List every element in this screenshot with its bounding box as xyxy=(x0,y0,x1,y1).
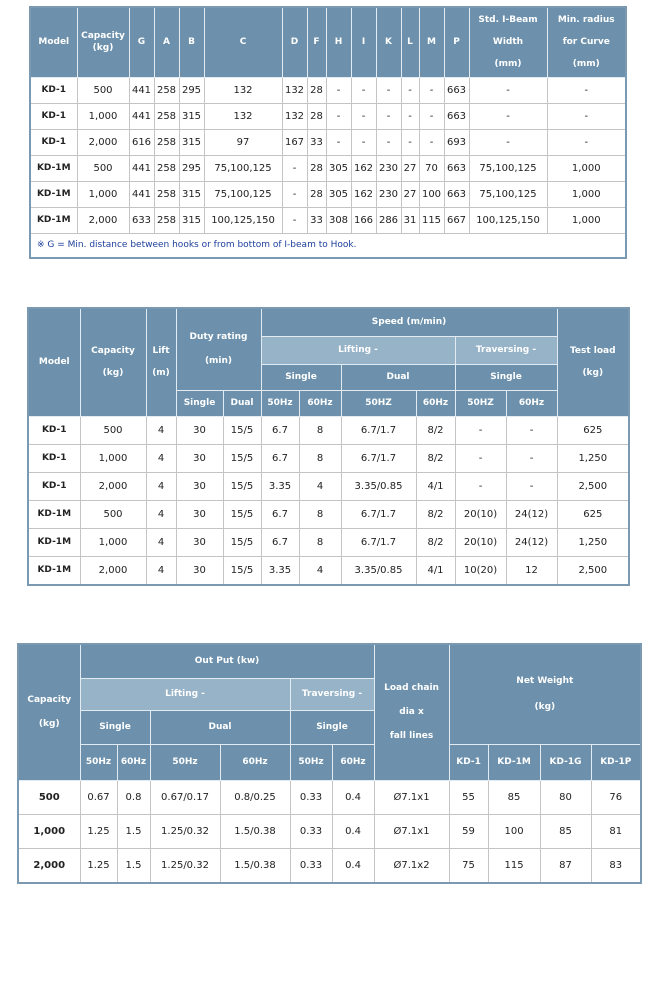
table-cell: 4 xyxy=(299,472,341,500)
table-cell: - xyxy=(506,416,557,444)
table-cell: - xyxy=(282,181,307,207)
table-cell: - xyxy=(469,103,547,129)
table-cell: 286 xyxy=(376,207,401,233)
table-cell: 441 xyxy=(129,77,154,103)
table-cell: 0.67/0.17 xyxy=(150,780,220,814)
table-cell: 0.33 xyxy=(290,780,332,814)
header-traversing: Traversing - xyxy=(290,678,374,710)
header-cell: G xyxy=(129,7,154,77)
header-output: Out Put (kw) xyxy=(80,644,374,678)
table-cell: - xyxy=(455,444,506,472)
table-cell: 75,100,125 xyxy=(469,155,547,181)
table-cell: - xyxy=(376,103,401,129)
table-cell: 55 xyxy=(449,780,488,814)
table-cell: 2,000 xyxy=(77,207,129,233)
table-cell: 27 xyxy=(401,155,419,181)
table-cell: 258 xyxy=(154,77,179,103)
table-cell: 8 xyxy=(299,444,341,472)
table-cell: 663 xyxy=(444,103,469,129)
table-cell: 6.7 xyxy=(261,416,299,444)
row-label-cell: 1,000 xyxy=(18,814,80,848)
table-cell: 85 xyxy=(540,814,591,848)
header-lifting-dual: Dual xyxy=(341,364,455,390)
table-cell: 1,000 xyxy=(547,207,626,233)
table-cell: - xyxy=(351,77,376,103)
row-label-cell: KD-1M xyxy=(28,500,80,528)
table-cell: 30 xyxy=(176,416,223,444)
table-cell: - xyxy=(401,129,419,155)
row-label-cell: KD-1M xyxy=(30,181,77,207)
table-cell: 75 xyxy=(449,848,488,883)
table-cell: 8/2 xyxy=(416,416,455,444)
table-cell: 28 xyxy=(307,77,326,103)
header-traversing-single: Single xyxy=(455,364,557,390)
table-cell: 667 xyxy=(444,207,469,233)
table-cell: 87 xyxy=(540,848,591,883)
table-cell: 305 xyxy=(326,155,351,181)
table-cell: 100,125,150 xyxy=(469,207,547,233)
table-cell: 75,100,125 xyxy=(204,181,282,207)
header-lifting: Lifting - xyxy=(261,336,455,364)
header-model: Model xyxy=(28,308,80,416)
table-cell: 1.25 xyxy=(80,814,117,848)
header-50hz: 50Hz xyxy=(150,744,220,780)
table-cell: 8 xyxy=(299,416,341,444)
table-cell: 8/2 xyxy=(416,528,455,556)
note-row xyxy=(30,233,626,258)
header-cell: L xyxy=(401,7,419,77)
table-cell: 258 xyxy=(154,103,179,129)
table-cell: 15/5 xyxy=(223,556,261,585)
header-50hz: 50HZ xyxy=(455,390,506,416)
table-row xyxy=(30,129,626,155)
header-50hz: 50Hz xyxy=(290,744,332,780)
table-cell: - xyxy=(351,103,376,129)
table-cell: 85 xyxy=(488,780,540,814)
table-row xyxy=(28,472,629,500)
table-cell: - xyxy=(547,77,626,103)
header-duty-rating: Duty rating (min) xyxy=(176,308,261,390)
table-cell: 1,000 xyxy=(77,181,129,207)
table-cell: 97 xyxy=(204,129,282,155)
table-cell: - xyxy=(547,129,626,155)
table-cell: 441 xyxy=(129,103,154,129)
table-cell: 30 xyxy=(176,556,223,585)
table-cell: 162 xyxy=(351,155,376,181)
table-cell: 663 xyxy=(444,77,469,103)
header-kd1p: KD-1P xyxy=(591,744,641,780)
table-cell: 15/5 xyxy=(223,444,261,472)
table-cell: 76 xyxy=(591,780,641,814)
header-cell: H xyxy=(326,7,351,77)
table-row xyxy=(28,444,629,472)
table-cell: - xyxy=(401,103,419,129)
table-cell: 3.35/0.85 xyxy=(341,556,416,585)
header-cell: Model xyxy=(30,7,77,77)
table-cell: 6.7 xyxy=(261,528,299,556)
table-cell: 305 xyxy=(326,181,351,207)
table-cell: 6.7 xyxy=(261,444,299,472)
table-cell: 20(10) xyxy=(455,528,506,556)
row-label-cell: KD-1 xyxy=(28,472,80,500)
row-label-cell: KD-1M xyxy=(28,528,80,556)
table-cell: 500 xyxy=(80,500,146,528)
table-cell: 2,000 xyxy=(80,556,146,585)
table-row xyxy=(18,780,641,814)
table-cell: 75,100,125 xyxy=(204,155,282,181)
table-row xyxy=(18,848,641,883)
header-cell: K xyxy=(376,7,401,77)
header-lift: Lift (m) xyxy=(146,308,176,416)
table-cell: 30 xyxy=(176,472,223,500)
table-cell: 28 xyxy=(307,155,326,181)
table-cell: 115 xyxy=(488,848,540,883)
table-cell: 2,000 xyxy=(80,472,146,500)
output-weight-table xyxy=(17,643,642,884)
table-cell: 0.67 xyxy=(80,780,117,814)
table-row xyxy=(30,77,626,103)
table-cell: 441 xyxy=(129,155,154,181)
table-cell: 167 xyxy=(282,129,307,155)
table-cell: - xyxy=(455,472,506,500)
table-cell: 1,000 xyxy=(547,155,626,181)
table-cell: 15/5 xyxy=(223,472,261,500)
table-cell: - xyxy=(547,103,626,129)
header-lifting-single: Single xyxy=(80,710,150,744)
table-cell: 100 xyxy=(488,814,540,848)
table-cell: 100,125,150 xyxy=(204,207,282,233)
table-cell: 115 xyxy=(419,207,444,233)
row-label-cell: KD-1 xyxy=(30,77,77,103)
row-label-cell: KD-1M xyxy=(30,207,77,233)
header-60hz: 60Hz xyxy=(332,744,374,780)
table-cell: 0.8 xyxy=(117,780,150,814)
output-header-row-4 xyxy=(18,744,641,780)
table-cell: 24(12) xyxy=(506,528,557,556)
speed-table xyxy=(27,307,630,586)
table-cell: 3.35 xyxy=(261,556,299,585)
table-cell: - xyxy=(506,472,557,500)
header-60hz: 60Hz xyxy=(117,744,150,780)
header-test-load: Test load (kg) xyxy=(557,308,629,416)
table-cell: 616 xyxy=(129,129,154,155)
table-cell: 28 xyxy=(307,181,326,207)
table-row xyxy=(28,556,629,585)
header-lifting-dual: Dual xyxy=(150,710,290,744)
table-cell: 8/2 xyxy=(416,444,455,472)
table-cell: 2,500 xyxy=(557,472,629,500)
table-cell: 15/5 xyxy=(223,416,261,444)
table-cell: 10(20) xyxy=(455,556,506,585)
header-cell: I xyxy=(351,7,376,77)
table-cell: 663 xyxy=(444,155,469,181)
table-cell: 6.7/1.7 xyxy=(341,500,416,528)
table-cell: 1,250 xyxy=(557,528,629,556)
table-cell: - xyxy=(506,444,557,472)
table-cell: 1.25/0.32 xyxy=(150,848,220,883)
table-cell: 33 xyxy=(307,129,326,155)
table-cell: 28 xyxy=(307,103,326,129)
table-cell: 500 xyxy=(77,155,129,181)
table-cell: 1,000 xyxy=(77,103,129,129)
table-cell: 663 xyxy=(444,181,469,207)
header-cell: C xyxy=(204,7,282,77)
table-cell: 80 xyxy=(540,780,591,814)
table-cell: 0.4 xyxy=(332,814,374,848)
header-duty-single: Single xyxy=(176,390,223,416)
table-cell: 0.4 xyxy=(332,780,374,814)
table-cell: 33 xyxy=(307,207,326,233)
table-cell: Ø7.1x1 xyxy=(374,780,449,814)
table-cell: 1,000 xyxy=(80,444,146,472)
header-60hz: 60Hz xyxy=(416,390,455,416)
table-cell: 12 xyxy=(506,556,557,585)
table-cell: - xyxy=(401,77,419,103)
table-cell: 6.7/1.7 xyxy=(341,416,416,444)
table-cell: 4 xyxy=(146,500,176,528)
table-cell: 258 xyxy=(154,129,179,155)
header-capacity: Capacity (kg) xyxy=(80,308,146,416)
table-cell: 625 xyxy=(557,500,629,528)
table-cell: 230 xyxy=(376,181,401,207)
table-cell: 30 xyxy=(176,444,223,472)
table-cell: 24(12) xyxy=(506,500,557,528)
table-cell: Ø7.1x2 xyxy=(374,848,449,883)
table-cell: 27 xyxy=(401,181,419,207)
table-cell: 30 xyxy=(176,528,223,556)
table-cell: 1.25/0.32 xyxy=(150,814,220,848)
header-60hz: 60Hz xyxy=(299,390,341,416)
header-cell: Capacity (kg) xyxy=(77,7,129,77)
table-cell: - xyxy=(376,77,401,103)
table-cell: 315 xyxy=(179,103,204,129)
table-cell: - xyxy=(469,129,547,155)
table-cell: 2,500 xyxy=(557,556,629,585)
table-cell: 315 xyxy=(179,181,204,207)
table-cell: 70 xyxy=(419,155,444,181)
table-cell: 8/2 xyxy=(416,500,455,528)
header-cell: A xyxy=(154,7,179,77)
header-kd1m: KD-1M xyxy=(488,744,540,780)
header-traversing: Traversing - xyxy=(455,336,557,364)
table-cell: 4/1 xyxy=(416,472,455,500)
table-cell: 31 xyxy=(401,207,419,233)
table-cell: 315 xyxy=(179,207,204,233)
table-cell: Ø7.1x1 xyxy=(374,814,449,848)
table-cell: 4 xyxy=(146,556,176,585)
table-cell: 4 xyxy=(146,416,176,444)
table-cell: - xyxy=(326,129,351,155)
header-load-chain: Load chain dia x fall lines xyxy=(374,644,449,780)
row-label-cell: 500 xyxy=(18,780,80,814)
table-cell: 6.7/1.7 xyxy=(341,528,416,556)
header-cell: M xyxy=(419,7,444,77)
table-cell: 100 xyxy=(419,181,444,207)
table-cell: - xyxy=(326,77,351,103)
table-cell: 315 xyxy=(179,129,204,155)
table-cell: 1.25 xyxy=(80,848,117,883)
dimensions-header-row xyxy=(30,7,626,77)
header-cell: Std. I-Beam Width (mm) xyxy=(469,7,547,77)
table-cell: 2,000 xyxy=(77,129,129,155)
table-cell: 4 xyxy=(146,444,176,472)
table-cell: 1,000 xyxy=(80,528,146,556)
table-cell: 1.5 xyxy=(117,814,150,848)
table-cell: 20(10) xyxy=(455,500,506,528)
header-cell: F xyxy=(307,7,326,77)
dimensions-table xyxy=(29,6,627,259)
table-cell: 258 xyxy=(154,181,179,207)
table-row xyxy=(18,814,641,848)
table-cell: 1.5 xyxy=(117,848,150,883)
table-row xyxy=(28,416,629,444)
table-cell: 81 xyxy=(591,814,641,848)
header-60hz: 60Hz xyxy=(220,744,290,780)
table-cell: 4 xyxy=(299,556,341,585)
table-cell: - xyxy=(351,129,376,155)
table-row xyxy=(28,528,629,556)
table-cell: - xyxy=(326,103,351,129)
table-cell: 132 xyxy=(282,77,307,103)
header-50hz: 50Hz xyxy=(261,390,299,416)
table-cell: - xyxy=(455,416,506,444)
table-cell: 441 xyxy=(129,181,154,207)
header-cell: B xyxy=(179,7,204,77)
table-cell: 230 xyxy=(376,155,401,181)
table-cell: 162 xyxy=(351,181,376,207)
table-cell: - xyxy=(419,129,444,155)
table-row xyxy=(30,181,626,207)
note-text: ※ G = Min. distance between hooks or from bottom of I-beam to Hook. xyxy=(30,233,626,258)
table-cell: 3.35/0.85 xyxy=(341,472,416,500)
row-label-cell: KD-1M xyxy=(30,155,77,181)
table-cell: 633 xyxy=(129,207,154,233)
table-cell: 8 xyxy=(299,500,341,528)
header-kd1g: KD-1G xyxy=(540,744,591,780)
row-label-cell: KD-1M xyxy=(28,556,80,585)
header-capacity: Capacity (kg) xyxy=(18,644,80,780)
table-cell: 132 xyxy=(204,77,282,103)
table-cell: 15/5 xyxy=(223,500,261,528)
row-label-cell: KD-1 xyxy=(30,129,77,155)
table-cell: 1.5/0.38 xyxy=(220,848,290,883)
table-cell: 1,000 xyxy=(547,181,626,207)
header-50hz: 50Hz xyxy=(80,744,117,780)
table-row xyxy=(28,500,629,528)
table-cell: 295 xyxy=(179,77,204,103)
table-cell: 132 xyxy=(282,103,307,129)
table-cell: 0.8/0.25 xyxy=(220,780,290,814)
table-cell: 15/5 xyxy=(223,528,261,556)
table-cell: 166 xyxy=(351,207,376,233)
table-cell: 83 xyxy=(591,848,641,883)
header-duty-dual: Dual xyxy=(223,390,261,416)
table-cell: 1.5/0.38 xyxy=(220,814,290,848)
header-lifting-single: Single xyxy=(261,364,341,390)
table-cell: 59 xyxy=(449,814,488,848)
header-60hz: 60Hz xyxy=(506,390,557,416)
table-cell: 8 xyxy=(299,528,341,556)
table-row xyxy=(30,155,626,181)
table-cell: 4 xyxy=(146,528,176,556)
speed-header-row-1 xyxy=(28,308,629,336)
table-cell: 6.7/1.7 xyxy=(341,444,416,472)
table-cell: - xyxy=(469,77,547,103)
table-row xyxy=(30,207,626,233)
row-label-cell: KD-1 xyxy=(28,444,80,472)
row-label-cell: 2,000 xyxy=(18,848,80,883)
table-cell: 1,250 xyxy=(557,444,629,472)
table-cell: 308 xyxy=(326,207,351,233)
row-label-cell: KD-1 xyxy=(28,416,80,444)
header-cell: D xyxy=(282,7,307,77)
table-cell: 258 xyxy=(154,207,179,233)
header-cell: P xyxy=(444,7,469,77)
table-cell: - xyxy=(376,129,401,155)
table-cell: 258 xyxy=(154,155,179,181)
table-cell: 500 xyxy=(77,77,129,103)
header-speed: Speed (m/min) xyxy=(261,308,557,336)
table-cell: 0.33 xyxy=(290,848,332,883)
header-cell: Min. radius for Curve (mm) xyxy=(547,7,626,77)
table-cell: 75,100,125 xyxy=(469,181,547,207)
table-cell: 500 xyxy=(80,416,146,444)
row-label-cell: KD-1 xyxy=(30,103,77,129)
table-cell: 6.7 xyxy=(261,500,299,528)
table-cell: 132 xyxy=(204,103,282,129)
table-cell: - xyxy=(282,155,307,181)
table-cell: 625 xyxy=(557,416,629,444)
table-row xyxy=(30,103,626,129)
table-cell: - xyxy=(419,103,444,129)
header-lifting: Lifting - xyxy=(80,678,290,710)
table-cell: - xyxy=(282,207,307,233)
header-traversing-single: Single xyxy=(290,710,374,744)
output-header-row-1 xyxy=(18,644,641,678)
header-kd1: KD-1 xyxy=(449,744,488,780)
table-cell: 30 xyxy=(176,500,223,528)
table-cell: 0.4 xyxy=(332,848,374,883)
table-cell: 693 xyxy=(444,129,469,155)
header-50hz: 50HZ xyxy=(341,390,416,416)
table-cell: 3.35 xyxy=(261,472,299,500)
table-cell: 295 xyxy=(179,155,204,181)
header-net-weight: Net Weight (kg) xyxy=(449,644,641,744)
table-cell: - xyxy=(419,77,444,103)
table-cell: 4/1 xyxy=(416,556,455,585)
table-cell: 4 xyxy=(146,472,176,500)
table-cell: 0.33 xyxy=(290,814,332,848)
